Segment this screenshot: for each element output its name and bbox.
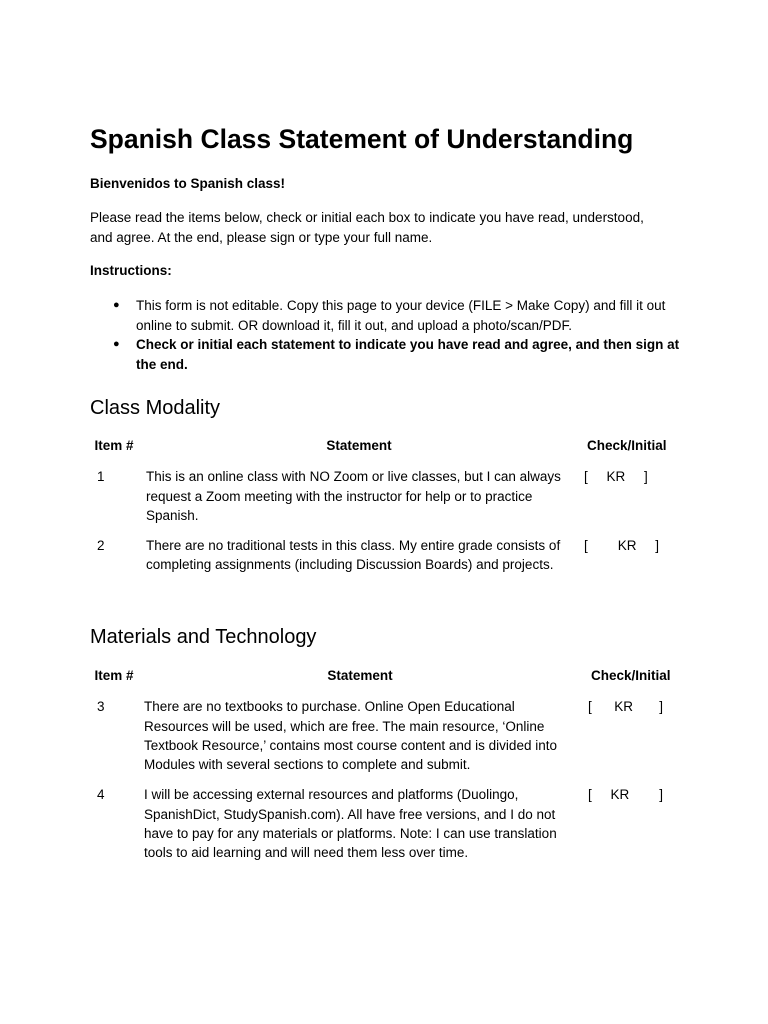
statement-table-materials-and-technology — [90, 666, 680, 874]
intro-paragraph: Please read the items below, check or initial each box to indicate you have read, understood, and agree. At the end, please sign or type your full name. — [90, 210, 644, 245]
instructions-list — [90, 296, 685, 374]
bullet-icon: ● — [113, 338, 120, 350]
column-header-check: Check/Initial — [587, 438, 667, 453]
item-number: 4 — [97, 787, 105, 803]
table-row — [90, 697, 680, 774]
table-row — [90, 467, 680, 525]
instruction-text: This form is not editable. Copy this page to your device (FILE > Make Copy) and fill it out online to submit. OR download it, fill it out, and upload a photo/scan/PDF. — [136, 298, 666, 333]
item-number: 1 — [97, 469, 105, 485]
statement-text: There are no textbooks to purchase. Online Open Educational Resources will be used, which are free. The main resource, ‘Online Textbook Resource,’ contains most course content and is divided into Modules with several sections to complete and submit. — [144, 699, 557, 773]
initial-box[interactable]: [ KR ] — [588, 699, 664, 715]
statement-text: I will be accessing external resources and platforms (Duolingo, SpanishDict, StudySpanish.com). All have free versions, and I do not have to pay for any materials or platforms. Note: I can use translation tools to aid learning and will need them less over time. — [144, 787, 557, 861]
table-row — [90, 785, 680, 862]
welcome-text: Bienvenidos to Spanish class! — [90, 176, 286, 191]
table-header-row — [90, 666, 680, 685]
column-header-statement: Statement — [326, 438, 392, 453]
initial-box[interactable]: [ KR ] — [588, 787, 664, 803]
column-header-check: Check/Initial — [591, 668, 671, 683]
initial-box[interactable]: [ KR ] — [584, 469, 648, 485]
instruction-item — [90, 335, 685, 374]
instructions-label: Instructions: — [90, 263, 172, 278]
bullet-icon: ● — [113, 299, 120, 311]
table-row — [90, 536, 680, 575]
instruction-item — [90, 296, 685, 335]
initial-box[interactable]: [ KR ] — [584, 538, 660, 554]
statement-table-class-modality — [90, 436, 680, 586]
column-header-item: Item # — [94, 438, 134, 453]
instruction-text: Check or initial each statement to indicate you have read and agree, and then sign at the end. — [136, 337, 680, 372]
statement-text: There are no traditional tests in this class. My entire grade consists of completing assignments (including Discussion Boards) and projects. — [146, 538, 561, 573]
item-number: 3 — [97, 699, 105, 715]
column-header-item: Item # — [94, 668, 134, 683]
section-heading-materials-and-technology: Materials and Technology — [90, 626, 317, 648]
section-heading-class-modality: Class Modality — [90, 397, 221, 419]
table-header-row — [90, 436, 680, 455]
statement-text: This is an online class with NO Zoom or live classes, but I can always request a Zoom meeting with the instructor for help or to practice Spanish. — [146, 469, 561, 523]
page-title: Spanish Class Statement of Understanding — [90, 124, 634, 154]
item-number: 2 — [97, 538, 105, 554]
column-header-statement: Statement — [327, 668, 393, 683]
